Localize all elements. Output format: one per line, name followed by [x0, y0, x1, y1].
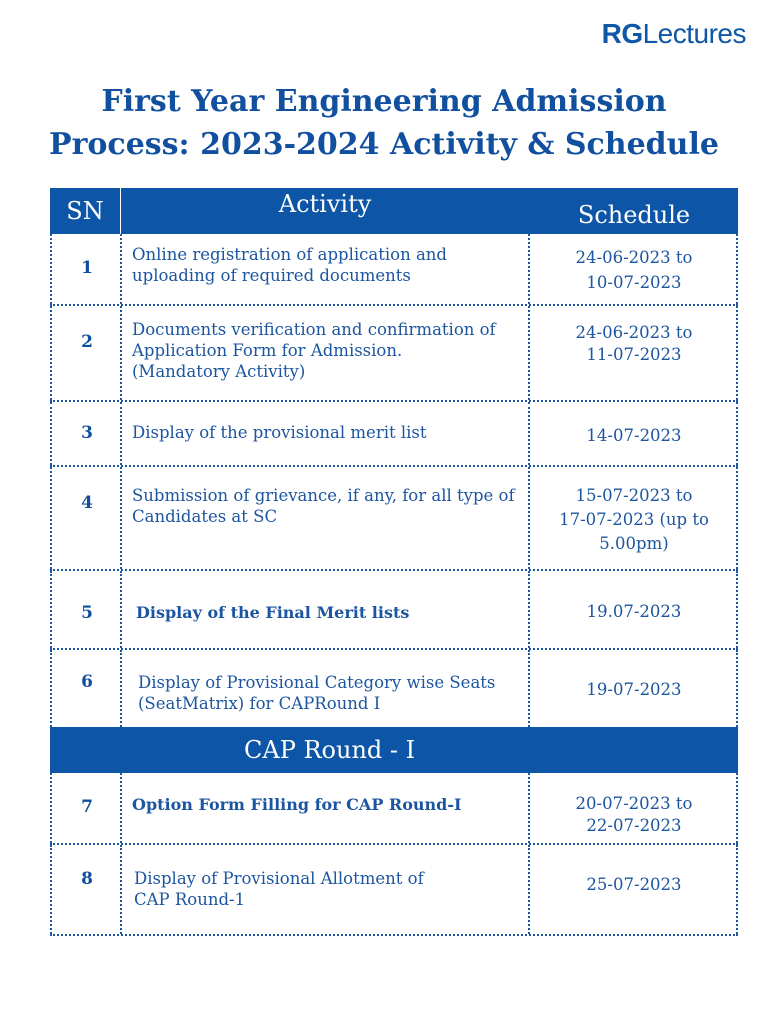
row-schedule: 15-07-2023 to 17-07-2023 (up to 5.00pm) — [559, 486, 709, 553]
row-sn: 6 — [81, 672, 93, 692]
table-row — [50, 845, 738, 936]
header-sn: SN — [50, 188, 121, 234]
row-activity: Display of Provisional Allotment of CAP Round-1 — [134, 869, 424, 909]
row-activity: Display of Provisional Category wise Seats (SeatMatrix) for CAPRound I — [138, 673, 496, 713]
row-sn: 7 — [81, 797, 93, 817]
row-schedule: 19.07-2023 — [586, 602, 682, 621]
row-schedule: 24-06-2023 to 11-07-2023 — [575, 323, 693, 364]
row-sn: 1 — [81, 258, 93, 278]
row-schedule: 20-07-2023 to 22-07-2023 — [575, 794, 693, 835]
schedule-table — [50, 188, 738, 936]
table-row — [50, 234, 738, 306]
row-sn: 4 — [81, 493, 93, 513]
row-sn: 8 — [81, 869, 93, 889]
section-header-cap-round-1: CAP Round - I — [50, 727, 738, 773]
brand-logo-rest: Lectures — [642, 18, 746, 49]
page-title-line-2: Process: 2023-2024 Activity & Schedule — [49, 127, 719, 162]
row-activity: Option Form Filling for CAP Round-I — [132, 795, 462, 814]
header-activity: Activity — [278, 190, 372, 218]
row-activity: Online registration of application and uploading of required documents — [132, 245, 447, 285]
table-row — [50, 571, 738, 650]
table-row — [50, 650, 738, 727]
row-schedule: 25-07-2023 — [586, 875, 682, 894]
row-sn: 2 — [81, 332, 93, 352]
table-row — [50, 402, 738, 467]
row-activity: Submission of grievance, if any, for all type of Candidates at SC — [132, 486, 515, 526]
page-title — [0, 80, 768, 166]
row-schedule: 14-07-2023 — [586, 426, 682, 445]
table-header — [50, 188, 738, 234]
table-row — [50, 773, 738, 845]
table-row — [50, 306, 738, 402]
row-activity: Display of the provisional merit list — [132, 423, 427, 442]
row-activity: Documents verification and confirmation of Application Form for Admission. (Mandatory Activity) — [132, 320, 496, 381]
row-sn: 3 — [81, 423, 93, 443]
header-schedule: Schedule — [577, 201, 691, 229]
page-title-line-1: First Year Engineering Admission — [101, 84, 667, 119]
brand-logo-bold: RG — [601, 18, 643, 49]
row-activity: Display of the Final Merit lists — [136, 603, 410, 622]
row-schedule: 19-07-2023 — [586, 680, 682, 699]
brand-logo — [602, 14, 746, 54]
row-sn: 5 — [81, 603, 93, 623]
row-schedule: 24-06-2023 to 10-07-2023 — [575, 248, 693, 292]
table-row — [50, 467, 738, 571]
